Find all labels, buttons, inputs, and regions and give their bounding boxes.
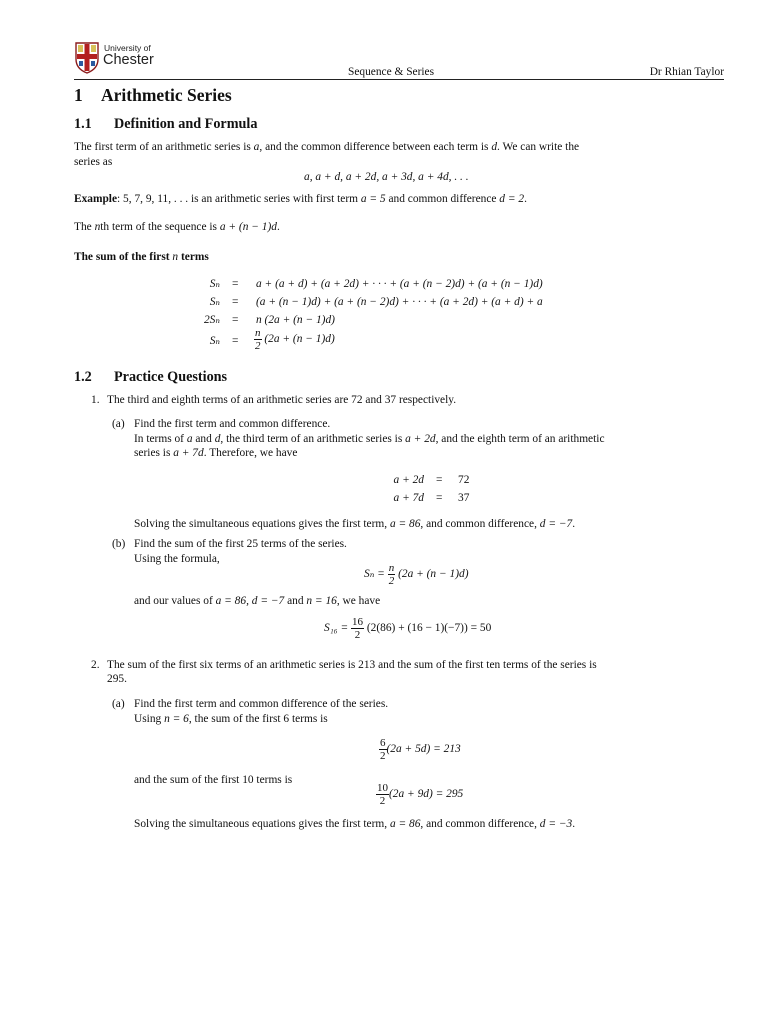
system-lhs: a + 2d	[393, 474, 424, 486]
section-title: Arithmetic Series	[101, 85, 232, 105]
eq-rhs-fraction-expression	[254, 327, 335, 352]
sum-heading-text: terms	[180, 251, 209, 263]
sum-heading-text: The sum of the first	[74, 251, 170, 263]
example-d: d = 2	[499, 193, 525, 205]
question-1a-label: (a)	[112, 418, 125, 430]
fraction	[376, 782, 389, 807]
example-label: Example	[74, 193, 118, 205]
nth-n: n	[94, 221, 101, 233]
solution-d: d = −3	[539, 818, 573, 830]
fraction	[351, 616, 364, 641]
math-d: d	[214, 433, 221, 445]
q1a-text: In terms of	[134, 433, 187, 445]
eq-lhs: Sₙ	[209, 335, 220, 347]
question-2-text-line2: 295.	[107, 673, 127, 685]
formula-lhs: Sₙ =	[364, 568, 385, 581]
eq-lhs: Sₙ	[209, 278, 220, 290]
intro-paragraph-line1	[74, 140, 579, 154]
result-lhs: S₁₆ =	[324, 622, 349, 635]
eq-sign: =	[232, 296, 239, 308]
sum-heading	[74, 250, 209, 264]
example-end: .	[524, 193, 527, 205]
q1a-text: series is	[134, 447, 174, 459]
question-1-text: The third and eighth terms of an arithmetic series are 72 and 37 respectively.	[107, 394, 457, 406]
solution-text: , and common difference,	[420, 818, 540, 830]
formula-rhs: (2a + (n − 1)d)	[398, 568, 469, 581]
q1a-text: and	[192, 433, 215, 445]
equation-six-terms	[379, 737, 461, 762]
question-1-number: 1.	[91, 394, 100, 406]
eq-sign: =	[232, 278, 239, 290]
series-display: a, a + d, a + 2d, a + 3d, a + 4d, . . .	[304, 171, 469, 183]
example-text: is an arithmetic series with first term	[188, 193, 361, 205]
fraction	[388, 562, 396, 587]
header-title: Sequence & Series	[348, 66, 435, 78]
fraction-numerator: 10	[377, 782, 388, 794]
question-2a-label: (a)	[112, 698, 125, 710]
eq-rhs: (2a + (n − 1)d)	[264, 333, 335, 346]
nth-expression: a + (n − 1)d	[219, 221, 277, 233]
sum-formula	[364, 562, 469, 587]
solution-text: Solving the simultaneous equations gives the first term,	[134, 518, 390, 530]
system-rhs: 72	[458, 474, 470, 486]
question-1a-solution	[134, 517, 575, 531]
question-1a-line2	[134, 432, 605, 446]
fraction-numerator: n	[255, 327, 261, 339]
question-2a-mid: and the sum of the first 10 terms is	[134, 774, 293, 786]
values-n: n = 16	[306, 595, 337, 607]
logo-text-university: University of	[104, 43, 151, 53]
section-heading-1	[74, 85, 232, 105]
fraction-denominator: 2	[379, 795, 386, 807]
solution-a: a = 86	[389, 518, 421, 530]
university-logo	[74, 42, 158, 78]
sum-result	[324, 616, 491, 641]
nth-text: The	[74, 221, 95, 233]
eq-lhs: Sₙ	[209, 296, 220, 308]
math-expr: a + 7d	[173, 447, 204, 459]
system-sign: =	[436, 474, 443, 486]
subsection-title: Practice Questions	[114, 369, 228, 385]
result-rhs: (2(86) + (16 − 1)(−7)) = 50	[366, 622, 492, 635]
subsection-heading-1-2	[74, 369, 227, 386]
q2a-text: Using	[134, 713, 165, 725]
math-a: a	[186, 433, 193, 445]
fraction-denominator: 2	[388, 575, 395, 587]
example-a: a = 5	[360, 193, 386, 205]
subsection-heading-1-1	[74, 116, 257, 133]
math-d: d	[491, 141, 498, 153]
header-rule	[74, 79, 724, 80]
fraction-denominator: 2	[380, 750, 386, 762]
fraction-denominator: 2	[255, 340, 261, 352]
fraction	[379, 737, 387, 762]
sum-heading-n: n	[172, 251, 179, 263]
subsection-number: 1.1	[74, 116, 92, 132]
values-text: and our values of	[134, 595, 216, 607]
solution-d: d = −7	[539, 518, 573, 530]
math-expr: n = 6	[164, 713, 189, 725]
example-line	[74, 192, 527, 206]
fraction-numerator: n	[388, 562, 395, 574]
fraction-denominator: 2	[354, 629, 361, 641]
q2a-text: , the sum of the first 6 terms is	[188, 713, 328, 725]
eq-rhs: n (2a + (n − 1)d)	[256, 314, 335, 326]
eq-sign: =	[232, 335, 239, 347]
subsection-title: Definition and Formula	[114, 116, 258, 132]
q1a-text: . Therefore, we have	[203, 447, 298, 459]
solution-text: Solving the simultaneous equations gives the first term,	[134, 818, 390, 830]
math-expr: a + 2d	[405, 433, 436, 445]
solution-a: a = 86	[389, 818, 421, 830]
fraction	[254, 327, 262, 352]
nth-end: .	[276, 221, 280, 233]
intro-text: . We can write the	[497, 141, 580, 153]
eq-lhs: 2Sₙ	[203, 314, 220, 326]
q1a-text: , the third term of an arithmetic series is	[220, 433, 406, 445]
question-1a-line3	[134, 446, 297, 460]
question-1b-text: Find the sum of the first 25 terms of the series.	[134, 538, 347, 550]
logo-text-chester: Chester	[103, 52, 154, 68]
eq-rhs: a + (a + d) + (a + 2d) + · · · + (a + (n − 2)d) + (a + (n − 1)d)	[256, 278, 543, 290]
intro-paragraph-line2: series as	[74, 156, 113, 168]
question-2a-line2	[134, 712, 328, 726]
equation-rhs: (2a + 9d) = 295	[389, 788, 464, 801]
example-seq: : 5, 7, 9, 11, . . .	[117, 193, 189, 205]
q1a-text: , and the eighth term of an arithmetic	[435, 433, 605, 445]
intro-text: , and the common difference between each term is	[259, 141, 489, 153]
question-2-text-line1: The sum of the first six terms of an arithmetic series is 213 and the sum of the first ten terms of the series is	[107, 659, 597, 671]
intro-text: The first term of an arithmetic series is	[74, 141, 251, 153]
question-1b-label: (b)	[112, 538, 126, 550]
values-text: and	[284, 595, 307, 607]
system-lhs: a + 7d	[393, 492, 424, 504]
shield-crest-icon	[74, 42, 100, 74]
solution-end: .	[572, 518, 576, 530]
equation-rhs: (2a + 5d) = 213	[386, 743, 461, 756]
nth-text: th term of the sequence is	[100, 221, 220, 233]
nth-term-line	[74, 220, 280, 234]
solution-text: , and common difference,	[420, 518, 540, 530]
equation-ten-terms	[376, 782, 463, 807]
example-text: and common difference	[385, 193, 500, 205]
subsection-number: 1.2	[74, 369, 92, 385]
system-rhs: 37	[458, 492, 470, 504]
eq-sign: =	[232, 314, 239, 326]
question-2a-solution	[134, 817, 575, 831]
system-sign: =	[436, 492, 443, 504]
values-text: , we have	[336, 595, 381, 607]
question-2-number: 2.	[91, 659, 100, 671]
fraction-numerator: 16	[352, 616, 364, 628]
fraction-numerator: 6	[380, 737, 386, 749]
header-author: Dr Rhian Taylor	[649, 66, 724, 78]
question-2a-text: Find the first term and common difference of the series.	[134, 698, 389, 710]
section-number: 1	[74, 85, 83, 105]
solution-end: .	[572, 818, 576, 830]
question-1b-values	[134, 594, 380, 608]
question-1b-line2: Using the formula,	[134, 553, 220, 565]
values-expr: a = 86, d = −7	[215, 595, 285, 607]
eq-rhs: (a + (n − 1)d) + (a + (n − 2)d) + · · · + (a + 2d) + (a + d) + a	[256, 296, 543, 308]
question-1a-text: Find the first term and common difference.	[134, 418, 331, 430]
math-a: a	[253, 141, 260, 153]
